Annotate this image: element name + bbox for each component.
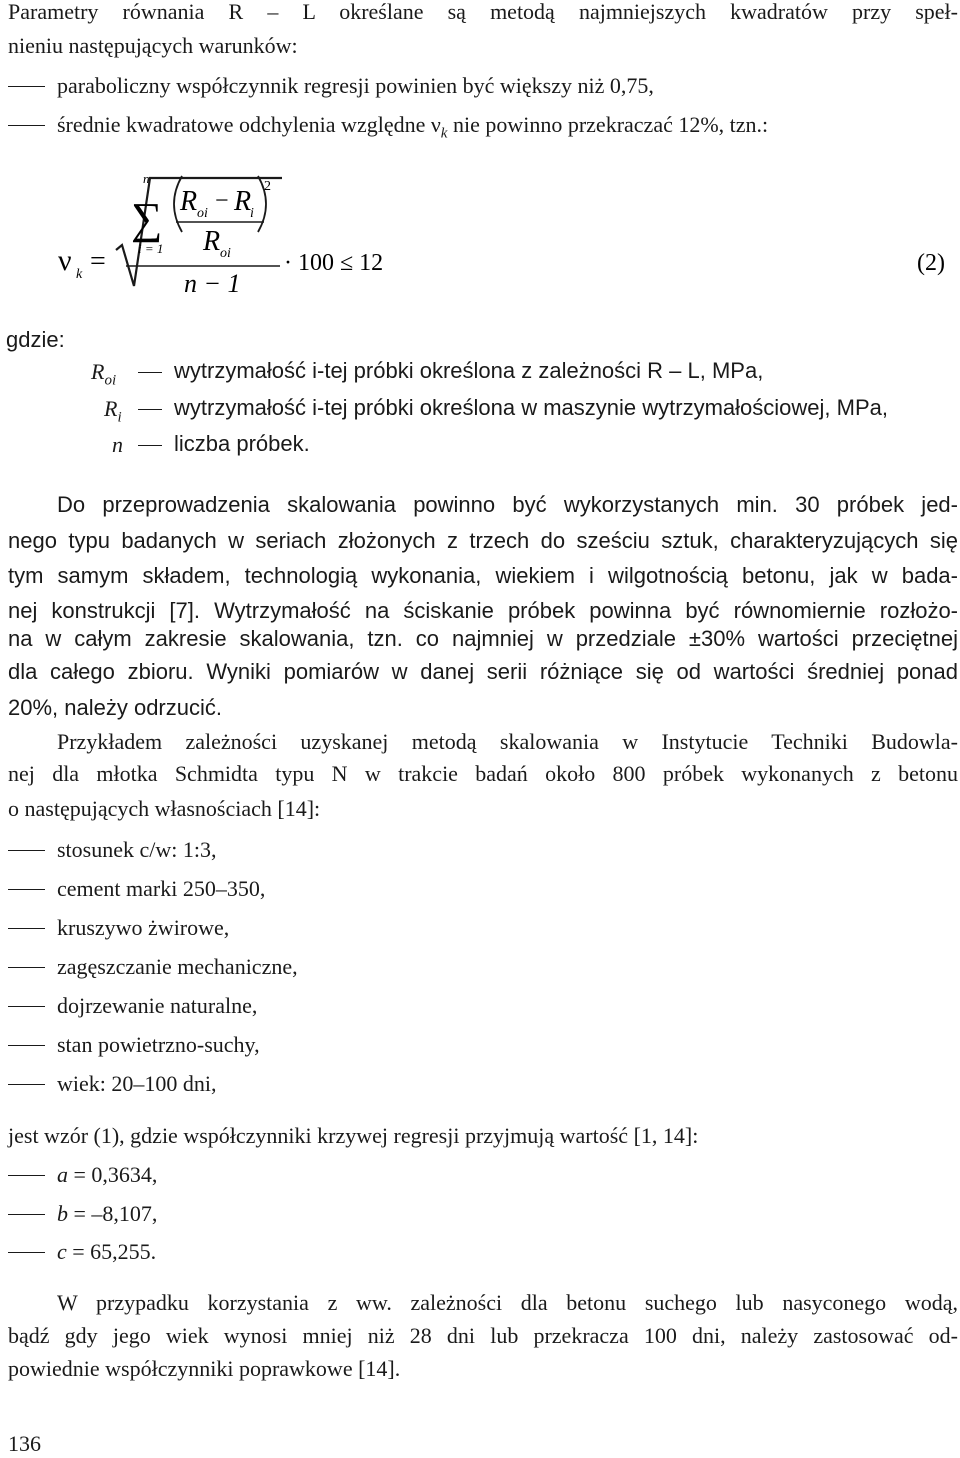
svg-text:· 100 ≤ 12: · 100 ≤ 12 bbox=[284, 250, 384, 276]
svg-text:n − 1: n − 1 bbox=[184, 269, 241, 298]
definition-r-oi: wytrzymałość i-tej próbki określona z zależności R – L, MPa, bbox=[174, 358, 764, 383]
definition-dash bbox=[138, 445, 162, 446]
svg-text:R: R bbox=[180, 186, 198, 217]
para2-line-2: nej dla młotka Schmidta typu N w trakcie badań około 800 próbek wykonanych z betonu bbox=[8, 761, 958, 786]
definition-r-i: wytrzymałość i-tej próbki określona w maszynie wytrzymałościowej, MPa, bbox=[174, 395, 888, 420]
symbol-r-oi: $R_{oi}$ bbox=[91, 359, 117, 389]
property-7: wiek: 20–100 dni, bbox=[57, 1071, 217, 1096]
para1-line-5: na w całym zakresie skalowania, tzn. co najmniej w przedziale ±30% wartości przeciętnej bbox=[8, 626, 958, 651]
definition-n: liczba próbek. bbox=[174, 431, 310, 456]
definition-dash bbox=[138, 409, 162, 410]
coefficient-a: a = 0,3634, bbox=[57, 1162, 158, 1187]
intro-line-2: nieniu następujących warunków: bbox=[8, 33, 298, 58]
para3-line-2: bądź gdy jego wiek wynosi mniej niż 28 dni lub przekracza 100 dni, należy zastosować od- bbox=[8, 1323, 958, 1348]
condition-2: średnie kwadratowe odchylenia względne $\nu_k$ nie powinno przekraczać 12%, tzn.: bbox=[57, 112, 769, 142]
list-dash bbox=[8, 928, 45, 929]
list-dash bbox=[8, 1006, 45, 1007]
property-2: cement marki 250–350, bbox=[57, 876, 266, 901]
para1-line-4: nej konstrukcji [7]. Wytrzymałość na ściskanie próbek powinna być równomiernie rozłożo- bbox=[8, 598, 958, 623]
list-dash bbox=[8, 1252, 45, 1253]
list-dash bbox=[8, 1214, 45, 1215]
svg-text:i = 1: i = 1 bbox=[138, 241, 164, 256]
svg-text:2: 2 bbox=[264, 179, 271, 194]
property-6: stan powietrzno-suchy, bbox=[57, 1032, 260, 1057]
svg-text:R: R bbox=[203, 226, 221, 257]
svg-text:R: R bbox=[234, 186, 252, 217]
condition-1: paraboliczny współczynnik regresji powinien być większy niż 0,75, bbox=[57, 73, 654, 98]
coefficient-b: b = –8,107, bbox=[57, 1201, 158, 1226]
svg-text:oi: oi bbox=[220, 246, 231, 261]
svg-text:k: k bbox=[76, 267, 83, 282]
list-dash bbox=[8, 1045, 45, 1046]
svg-text:−: − bbox=[215, 188, 229, 214]
intro-line-1: Parametry równania R – L określane są metodą najmniejszych kwadratów przy speł- bbox=[8, 0, 958, 24]
svg-text:n: n bbox=[143, 171, 150, 186]
list-dash bbox=[8, 125, 45, 126]
symbol-r-i: $R_i$ bbox=[104, 396, 122, 426]
para2-line-1: Przykładem zależności uzyskanej metodą skalowania w Instytucie Techniki Budowla- bbox=[57, 729, 958, 754]
para1-line-1: Do przeprowadzenia skalowania powinno być wykorzystanych min. 30 próbek jed- bbox=[57, 492, 958, 517]
formula-2 bbox=[0, 160, 960, 310]
coefficients-intro: jest wzór (1), gdzie współczynniki krzywej regresji przyjmują wartość [1, 14]: bbox=[8, 1123, 699, 1148]
property-1: stosunek c/w: 1:3, bbox=[57, 837, 217, 862]
list-dash bbox=[8, 1175, 45, 1176]
symbol-n: n bbox=[112, 432, 123, 457]
list-dash bbox=[8, 1084, 45, 1085]
coefficient-c: c = 65,255. bbox=[57, 1239, 157, 1264]
property-5: dojrzewanie naturalne, bbox=[57, 993, 258, 1018]
page-number: 136 bbox=[8, 1431, 41, 1456]
where-label: gdzie: bbox=[6, 327, 65, 352]
sum-icon: ∑ bbox=[131, 194, 163, 243]
list-dash bbox=[8, 850, 45, 851]
para3-line-3: powiednie współczynniki poprawkowe [14]. bbox=[8, 1356, 401, 1381]
para3-line-1: W przypadku korzystania z ww. zależności dla betonu suchego lub nasyconego wodą, bbox=[57, 1290, 958, 1315]
para1-line-7: 20%, należy odrzucić. bbox=[8, 695, 222, 720]
svg-text:oi: oi bbox=[197, 206, 208, 221]
list-dash bbox=[8, 86, 45, 87]
svg-text:i: i bbox=[250, 206, 254, 221]
para2-line-3: o następujących własnościach [14]: bbox=[8, 796, 321, 821]
formula-lhs: ν bbox=[58, 244, 72, 277]
property-3: kruszywo żwirowe, bbox=[57, 915, 230, 940]
list-dash bbox=[8, 967, 45, 968]
para1-line-6: dla całego zbioru. Wyniki pomiarów w danej serii różniące się od wartości średniej ponad bbox=[8, 659, 958, 684]
list-dash bbox=[8, 889, 45, 890]
svg-text:=: = bbox=[90, 246, 106, 277]
para1-line-2: nego typu badanych w seriach złożonych z trzech do sześciu sztuk, charakteryzujących się bbox=[8, 528, 958, 553]
property-4: zagęszczanie mechaniczne, bbox=[57, 954, 298, 979]
para1-line-3: tym samym składem, technologią wykonania, wiekiem i wilgotnością betonu, jak w bada- bbox=[8, 563, 958, 588]
definition-dash bbox=[138, 372, 162, 373]
equation-number: (2) bbox=[917, 250, 945, 276]
